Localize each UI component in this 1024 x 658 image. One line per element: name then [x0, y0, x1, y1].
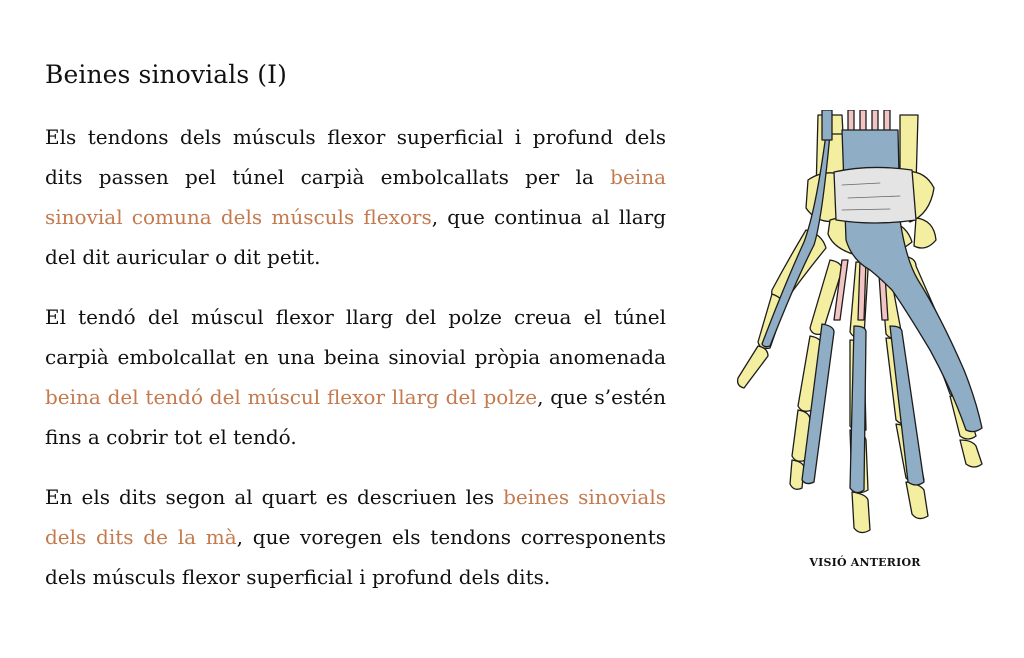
paragraph-2 — [45, 297, 666, 457]
text-segment: , que continua al llarg del dit auricular o dit petit. — [45, 205, 666, 269]
highlight-term: beina del tendó del múscul flexor llarg del polze — [45, 385, 538, 409]
body-text — [45, 117, 666, 617]
flexor-retinaculum — [834, 167, 916, 223]
figure-caption: VISIÓ ANTERIOR — [809, 556, 921, 569]
paragraph-3 — [45, 477, 666, 597]
hand-anatomy-illustration — [730, 110, 1000, 540]
paragraph-1 — [45, 117, 666, 277]
page-title: Beines sinovials (I) — [45, 60, 287, 89]
text-segment: , que s’estén fins a cobrir tot el tendó. — [45, 385, 666, 449]
highlight-term: beines sinovials dels dits de la mà — [45, 485, 667, 549]
text-segment: , que voregen els tendons corresponents dels músculs flexor superficial i profund dels dits. — [45, 525, 666, 589]
text-segment: El tendó del múscul flexor llarg del polze creua el túnel carpià embolcallat en una beina sinovial pròpia anomenada — [45, 305, 666, 369]
text-segment: Els tendons dels músculs flexor superficial i profund dels dits passen pel túnel carpià embolcallats per la — [45, 125, 666, 189]
text-segment: En els dits segon al quart es descriuen les — [45, 485, 504, 509]
highlight-term: beina sinovial comuna dels músculs flexors — [45, 165, 666, 229]
